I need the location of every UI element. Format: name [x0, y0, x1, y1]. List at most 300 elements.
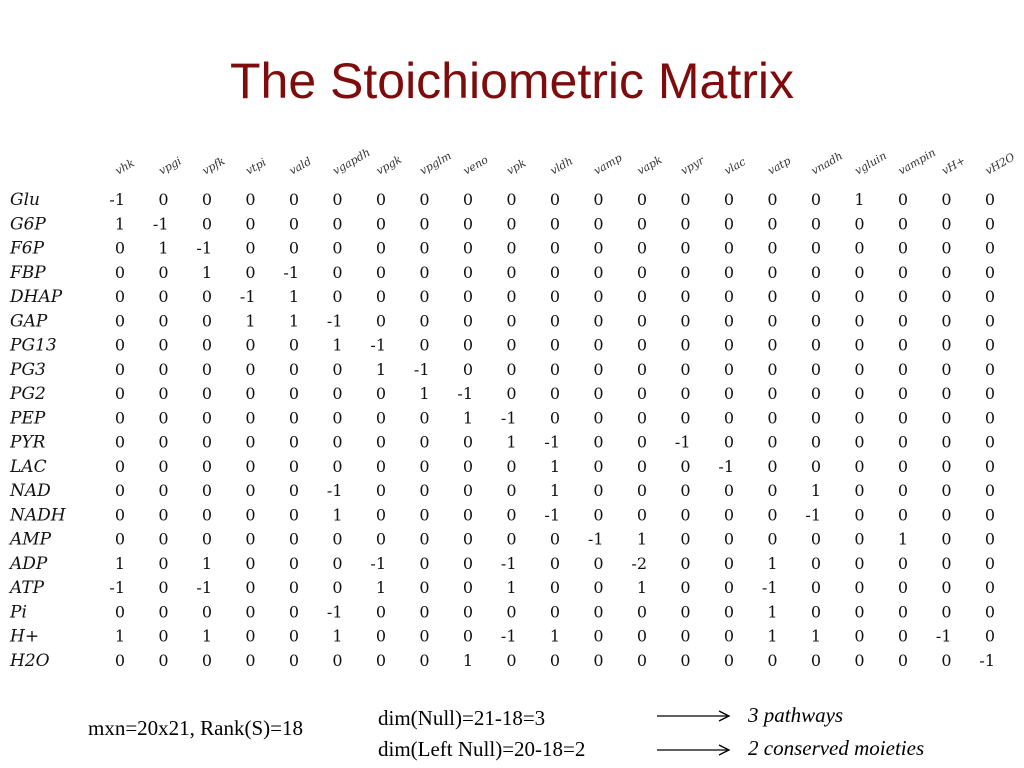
matrix-cell: 0 — [245, 262, 256, 282]
matrix-cell: 1 — [549, 456, 560, 476]
matrix-cell: 0 — [636, 214, 647, 234]
matrix-cell: 0 — [549, 311, 560, 331]
matrix-cell: 0 — [158, 262, 169, 282]
matrix-cell: 0 — [245, 650, 256, 670]
matrix-cell: 0 — [462, 481, 473, 500]
matrix-cell: 0 — [723, 505, 734, 525]
matrix-cell: -1 — [413, 359, 430, 379]
matrix-cell: 0 — [506, 287, 517, 306]
matrix-cell: 1 — [810, 626, 821, 646]
matrix-cell: 0 — [158, 650, 169, 670]
matrix-cell: 0 — [984, 602, 995, 622]
matrix-cell: 0 — [723, 578, 734, 597]
matrix-cell: 0 — [158, 335, 169, 355]
matrix-cell: -1 — [718, 456, 734, 476]
matrix-cell: 0 — [941, 456, 952, 476]
matrix-cell: 0 — [549, 553, 560, 573]
matrix-cell: 0 — [636, 408, 647, 428]
matrix-cell: 0 — [984, 262, 995, 282]
matrix-cell: 1 — [332, 505, 343, 525]
matrix-cell: 1 — [810, 481, 821, 500]
matrix-cell: -1 — [500, 408, 517, 428]
matrix-cell: 0 — [245, 529, 256, 549]
matrix-cell: 0 — [897, 262, 908, 282]
matrix-cell: 0 — [332, 578, 343, 597]
matrix-cell: 0 — [767, 408, 778, 428]
matrix-cell: 1 — [636, 529, 647, 549]
matrix-cell: 0 — [897, 602, 908, 622]
matrix-cell: 0 — [897, 311, 908, 331]
matrix-cell: 0 — [723, 481, 734, 500]
matrix-cell: -1 — [326, 602, 343, 622]
matrix-cell: 0 — [723, 626, 734, 646]
column-header: vamp — [591, 151, 625, 178]
matrix-cell: 0 — [941, 553, 952, 573]
matrix-cell: 0 — [419, 505, 430, 525]
matrix-cell: 0 — [114, 650, 125, 670]
matrix-cell: -1 — [109, 578, 125, 597]
matrix-cell: -1 — [674, 432, 691, 452]
matrix-cell: 0 — [288, 529, 299, 549]
matrix-cell: 0 — [897, 359, 908, 379]
matrix-cell: 0 — [984, 481, 995, 500]
matrix-cell: 0 — [854, 214, 865, 234]
matrix-cell: 0 — [767, 287, 778, 306]
matrix-cell: 0 — [375, 311, 386, 331]
matrix-cell: 0 — [375, 456, 386, 476]
matrix-cell: 0 — [767, 432, 778, 452]
matrix-cell: 0 — [158, 602, 169, 622]
matrix-cell: 0 — [941, 602, 952, 622]
matrix-cell: 0 — [114, 335, 125, 355]
matrix-cell: 0 — [680, 456, 691, 476]
matrix-cell: 0 — [897, 214, 908, 234]
matrix-cell: 0 — [723, 311, 734, 331]
matrix-cell: 0 — [375, 262, 386, 282]
matrix-cell: 0 — [332, 529, 343, 549]
matrix-cell: 0 — [593, 650, 604, 670]
matrix-cell: -1 — [152, 214, 169, 234]
matrix-cell: 1 — [375, 578, 386, 597]
matrix-cell: 0 — [549, 287, 560, 306]
matrix-cell: 0 — [984, 529, 995, 549]
matrix-cell: 0 — [332, 238, 343, 258]
matrix-cell: 0 — [158, 626, 169, 646]
matrix-cell: 0 — [288, 602, 299, 622]
matrix-cell: 0 — [897, 238, 908, 258]
matrix-cell: 0 — [854, 335, 865, 355]
conserved-moieties-note: 2 conserved moieties — [748, 736, 925, 760]
matrix-cell: 0 — [332, 287, 343, 306]
matrix-cell: 0 — [114, 432, 125, 452]
matrix-cell: 1 — [201, 553, 212, 573]
matrix-cell: 0 — [114, 602, 125, 622]
matrix-cell: 0 — [810, 262, 821, 282]
matrix-cell: 0 — [375, 384, 386, 403]
matrix-cell: 0 — [593, 553, 604, 573]
matrix-cell: 1 — [375, 359, 386, 379]
matrix-cell: 0 — [941, 287, 952, 306]
matrix-cell: 0 — [201, 335, 212, 355]
matrix-cell: 0 — [245, 505, 256, 525]
matrix-cell: -1 — [761, 578, 778, 597]
matrix-cell: 0 — [984, 553, 995, 573]
matrix-cell: 0 — [158, 456, 169, 476]
matrix-cell: 0 — [941, 481, 952, 500]
row-label: F6P — [10, 238, 45, 259]
matrix-cell: 0 — [984, 190, 995, 209]
matrix-cell: 0 — [854, 529, 865, 549]
matrix-cell: 0 — [593, 262, 604, 282]
matrix-cell: 0 — [680, 384, 691, 403]
matrix-cell: 0 — [810, 602, 821, 622]
column-header: vH2O — [983, 150, 1018, 178]
matrix-cell: 0 — [767, 456, 778, 476]
matrix-cell: 1 — [201, 262, 212, 282]
matrix-cell: 0 — [549, 238, 560, 258]
matrix-cell: 0 — [288, 626, 299, 646]
matrix-cell: 0 — [419, 238, 430, 258]
matrix-cell: 0 — [941, 650, 952, 670]
matrix-cell: 0 — [114, 481, 125, 500]
row-label: FBP — [10, 262, 46, 283]
matrix-cell: 0 — [288, 190, 299, 209]
matrix-cell: 0 — [201, 505, 212, 525]
matrix-cell: 0 — [810, 456, 821, 476]
matrix-cell: 0 — [897, 335, 908, 355]
matrix-cell: 0 — [593, 432, 604, 452]
matrix-cell: 0 — [767, 384, 778, 403]
matrix-cell: 0 — [506, 335, 517, 355]
matrix-cell: 1 — [332, 335, 343, 355]
matrix-cell: 0 — [854, 602, 865, 622]
matrix-cell: 0 — [158, 359, 169, 379]
matrix-cell: 0 — [288, 481, 299, 500]
column-headers — [113, 146, 1017, 178]
matrix-cell: 0 — [941, 505, 952, 525]
matrix-cell: 0 — [897, 650, 908, 670]
matrix-cell: 0 — [593, 335, 604, 355]
matrix-cell: 0 — [158, 408, 169, 428]
matrix-cell: 0 — [941, 262, 952, 282]
matrix-cell: 0 — [636, 626, 647, 646]
matrix-cell: 0 — [854, 626, 865, 646]
matrix-cell: 0 — [288, 650, 299, 670]
matrix-cell: 0 — [680, 578, 691, 597]
matrix-cell: 0 — [114, 529, 125, 549]
matrix-cell: 1 — [288, 311, 299, 331]
matrix-cell: 0 — [288, 238, 299, 258]
row-label: Glu — [10, 190, 40, 210]
matrix-cell: 0 — [680, 408, 691, 428]
column-header: vpyr — [678, 153, 707, 178]
matrix-cell: 0 — [636, 384, 647, 403]
matrix-cell: 0 — [593, 214, 604, 234]
column-header: vH+ — [939, 153, 968, 178]
row-label: PEP — [10, 408, 46, 429]
matrix-cell: 1 — [767, 626, 778, 646]
matrix-cell: 0 — [810, 190, 821, 209]
matrix-cell: 0 — [245, 408, 256, 428]
row-label: PG13 — [10, 335, 57, 356]
arrow-right-icon — [655, 742, 735, 758]
matrix-cell: 0 — [549, 190, 560, 209]
row-label: LAC — [10, 456, 47, 477]
matrix-cell: 0 — [941, 529, 952, 549]
matrix-cell: 0 — [984, 456, 995, 476]
matrix-cell: 0 — [158, 481, 169, 500]
null-space-note: dim(Null)=21-18=3 — [378, 706, 546, 730]
matrix-dimensions-note: mxn=20x21, Rank(S)=18 — [88, 716, 304, 740]
matrix-cell: -1 — [935, 626, 952, 646]
matrix-cell: 0 — [462, 602, 473, 622]
matrix-cell: 0 — [419, 650, 430, 670]
matrix-cell: 0 — [288, 214, 299, 234]
matrix-cell: 0 — [767, 529, 778, 549]
matrix-cell: 0 — [593, 408, 604, 428]
matrix-cell: 0 — [549, 529, 560, 549]
column-header: vhk — [113, 156, 137, 178]
matrix-cell: 0 — [723, 384, 734, 403]
column-header: vpgk — [374, 152, 404, 178]
matrix-cell: 0 — [767, 335, 778, 355]
matrix-cell: 1 — [897, 529, 908, 549]
matrix-cell: 0 — [593, 311, 604, 331]
matrix-cell: 0 — [810, 578, 821, 597]
matrix-cell: 0 — [462, 238, 473, 258]
matrix-cell: 0 — [680, 529, 691, 549]
matrix-cell: 0 — [636, 505, 647, 525]
matrix-cell: 0 — [723, 262, 734, 282]
matrix-cell: 1 — [158, 238, 169, 258]
matrix-cell: -1 — [587, 529, 604, 549]
matrix-cell: 0 — [810, 408, 821, 428]
matrix-cell: 0 — [506, 214, 517, 234]
matrix-cell: 1 — [854, 190, 865, 209]
matrix-cell: 0 — [288, 359, 299, 379]
matrix-cell: 0 — [288, 335, 299, 355]
matrix-cell: 0 — [723, 335, 734, 355]
matrix-cell: 1 — [201, 626, 212, 646]
matrix-cell: 0 — [332, 190, 343, 209]
matrix-cell: 1 — [636, 578, 647, 597]
matrix-cell: -1 — [196, 238, 212, 258]
matrix-cell: 0 — [245, 214, 256, 234]
matrix-cell: 1 — [506, 578, 517, 597]
column-header: vnadh — [809, 149, 845, 178]
matrix-cell: 0 — [114, 408, 125, 428]
matrix-cell: 0 — [680, 553, 691, 573]
matrix-cell: 0 — [462, 505, 473, 525]
matrix-cell: 0 — [419, 602, 430, 622]
matrix-cell: 0 — [810, 359, 821, 379]
pathways-note: 3 pathways — [748, 703, 844, 727]
matrix-cell: 0 — [854, 481, 865, 500]
matrix-cell: 0 — [462, 190, 473, 209]
matrix-cell: 1 — [419, 384, 430, 403]
column-header: vgapdh — [330, 145, 373, 178]
matrix-cell: 0 — [288, 384, 299, 403]
matrix-cell: 0 — [636, 262, 647, 282]
matrix-cell: 0 — [288, 553, 299, 573]
matrix-cell: 0 — [636, 456, 647, 476]
row-label: NAD — [10, 481, 51, 501]
matrix-cell: 0 — [332, 384, 343, 403]
matrix-cell: 0 — [506, 359, 517, 379]
matrix-cell: 0 — [723, 238, 734, 258]
row-label: ATP — [10, 578, 45, 598]
matrix-cell: 0 — [984, 238, 995, 258]
matrix-cell: 0 — [941, 432, 952, 452]
matrix-cell: 0 — [593, 481, 604, 500]
matrix-cell: 0 — [723, 190, 734, 209]
matrix-cell: 0 — [158, 311, 169, 331]
matrix-cell: 1 — [114, 626, 125, 646]
matrix-cell: 0 — [201, 529, 212, 549]
matrix-cell: 0 — [549, 262, 560, 282]
matrix-cell: 0 — [375, 238, 386, 258]
matrix-cell: 0 — [767, 311, 778, 331]
matrix-cell: 0 — [810, 529, 821, 549]
matrix-cell: 0 — [941, 335, 952, 355]
matrix-cell: 0 — [332, 456, 343, 476]
matrix-cell: 0 — [810, 553, 821, 573]
matrix-cell: 0 — [636, 238, 647, 258]
matrix-cell: 0 — [332, 214, 343, 234]
matrix-cell: 0 — [941, 238, 952, 258]
matrix-cell: -1 — [370, 335, 386, 355]
row-label: Pi — [10, 602, 27, 623]
matrix-cell: 0 — [636, 287, 647, 306]
matrix-cell: 0 — [723, 602, 734, 622]
matrix-cell: 0 — [462, 359, 473, 379]
matrix-cell: 0 — [549, 384, 560, 403]
matrix-cell: 0 — [201, 214, 212, 234]
matrix-cell: 1 — [245, 311, 256, 331]
matrix-cell: 0 — [636, 190, 647, 209]
matrix-cell: 0 — [680, 190, 691, 209]
matrix-cell: 0 — [984, 384, 995, 403]
matrix-cell: 0 — [941, 214, 952, 234]
slide-title: The Stoichiometric Matrix — [229, 53, 795, 109]
matrix-cell: 0 — [680, 287, 691, 306]
matrix-cell: 0 — [288, 505, 299, 525]
matrix-cell: 0 — [723, 359, 734, 379]
matrix-cell: 0 — [636, 359, 647, 379]
matrix-cell: 0 — [897, 384, 908, 403]
matrix-cell: 0 — [941, 384, 952, 403]
matrix-cell: 0 — [201, 384, 212, 403]
row-label: GAP — [10, 311, 48, 332]
matrix-cell: -1 — [544, 505, 560, 525]
matrix-cell: 0 — [419, 311, 430, 331]
matrix-cell: 0 — [680, 335, 691, 355]
column-header: vldh — [548, 154, 576, 178]
matrix-cell: 0 — [723, 432, 734, 452]
matrix-cell: 0 — [245, 384, 256, 403]
matrix-cell: 0 — [636, 602, 647, 622]
matrix-cell: 0 — [680, 602, 691, 622]
matrix-cell: 1 — [767, 553, 778, 573]
matrix-cell: 1 — [506, 432, 517, 452]
column-header: vapk — [635, 153, 665, 178]
matrix-cell: 0 — [332, 408, 343, 428]
matrix-cell: 0 — [506, 602, 517, 622]
matrix-cell: -1 — [805, 505, 821, 525]
matrix-cell: 1 — [332, 626, 343, 646]
matrix-cell: 0 — [201, 311, 212, 331]
matrix-cell: 0 — [680, 505, 691, 525]
matrix-cell: 0 — [245, 238, 256, 258]
matrix-cell: 0 — [680, 214, 691, 234]
matrix-cell: 0 — [245, 626, 256, 646]
matrix-cell: 1 — [114, 553, 125, 573]
matrix-cell: 0 — [636, 650, 647, 670]
column-header: vpglm — [417, 149, 454, 178]
matrix-cell: 0 — [419, 578, 430, 597]
matrix-cell: 0 — [158, 529, 169, 549]
matrix-cell: 0 — [201, 408, 212, 428]
matrix-cell: 0 — [419, 262, 430, 282]
matrix-cell: 1 — [767, 602, 778, 622]
matrix-cell: 0 — [941, 311, 952, 331]
matrix-cell: 0 — [680, 359, 691, 379]
matrix-cell: 0 — [375, 214, 386, 234]
row-labels — [8, 190, 67, 671]
matrix-cell: -1 — [196, 578, 212, 597]
matrix-cell: 0 — [375, 602, 386, 622]
matrix-cell: 0 — [897, 456, 908, 476]
column-header: vgluin — [852, 149, 889, 178]
matrix-cell: 0 — [723, 408, 734, 428]
matrix-cell: 0 — [897, 408, 908, 428]
matrix-cell: 0 — [332, 262, 343, 282]
matrix-cell: 0 — [462, 311, 473, 331]
matrix-cell: 0 — [245, 481, 256, 500]
matrix-cell: 0 — [593, 287, 604, 306]
matrix-cell: 0 — [245, 602, 256, 622]
matrix-cell: 0 — [680, 650, 691, 670]
matrix-cell: 0 — [767, 481, 778, 500]
matrix-cell: 0 — [897, 481, 908, 500]
matrix-cell: 0 — [941, 190, 952, 209]
matrix-cell: 0 — [201, 190, 212, 209]
matrix-cell: 0 — [897, 505, 908, 525]
matrix-cell: 0 — [375, 529, 386, 549]
matrix-cell: 0 — [593, 190, 604, 209]
matrix-cell: 0 — [810, 287, 821, 306]
matrix-cell: 0 — [375, 432, 386, 452]
matrix-cell: 0 — [201, 432, 212, 452]
matrix-cell: 0 — [854, 432, 865, 452]
matrix-cell: 0 — [897, 578, 908, 597]
matrix-cell: 0 — [636, 432, 647, 452]
matrix-cell: 0 — [506, 650, 517, 670]
matrix-cell: 0 — [245, 190, 256, 209]
matrix-cell: 0 — [854, 505, 865, 525]
matrix-cell: 0 — [636, 311, 647, 331]
matrix-cell: 0 — [549, 214, 560, 234]
matrix-cell: 0 — [549, 408, 560, 428]
matrix-cell: 1 — [462, 408, 473, 428]
matrix-cell: 0 — [419, 553, 430, 573]
matrix-cell: 0 — [680, 626, 691, 646]
matrix-cell: 0 — [854, 287, 865, 306]
arrow-right-icon — [655, 708, 735, 724]
matrix-cell: 0 — [158, 578, 169, 597]
matrix-cell: 0 — [767, 505, 778, 525]
matrix-cell: 0 — [114, 384, 125, 403]
